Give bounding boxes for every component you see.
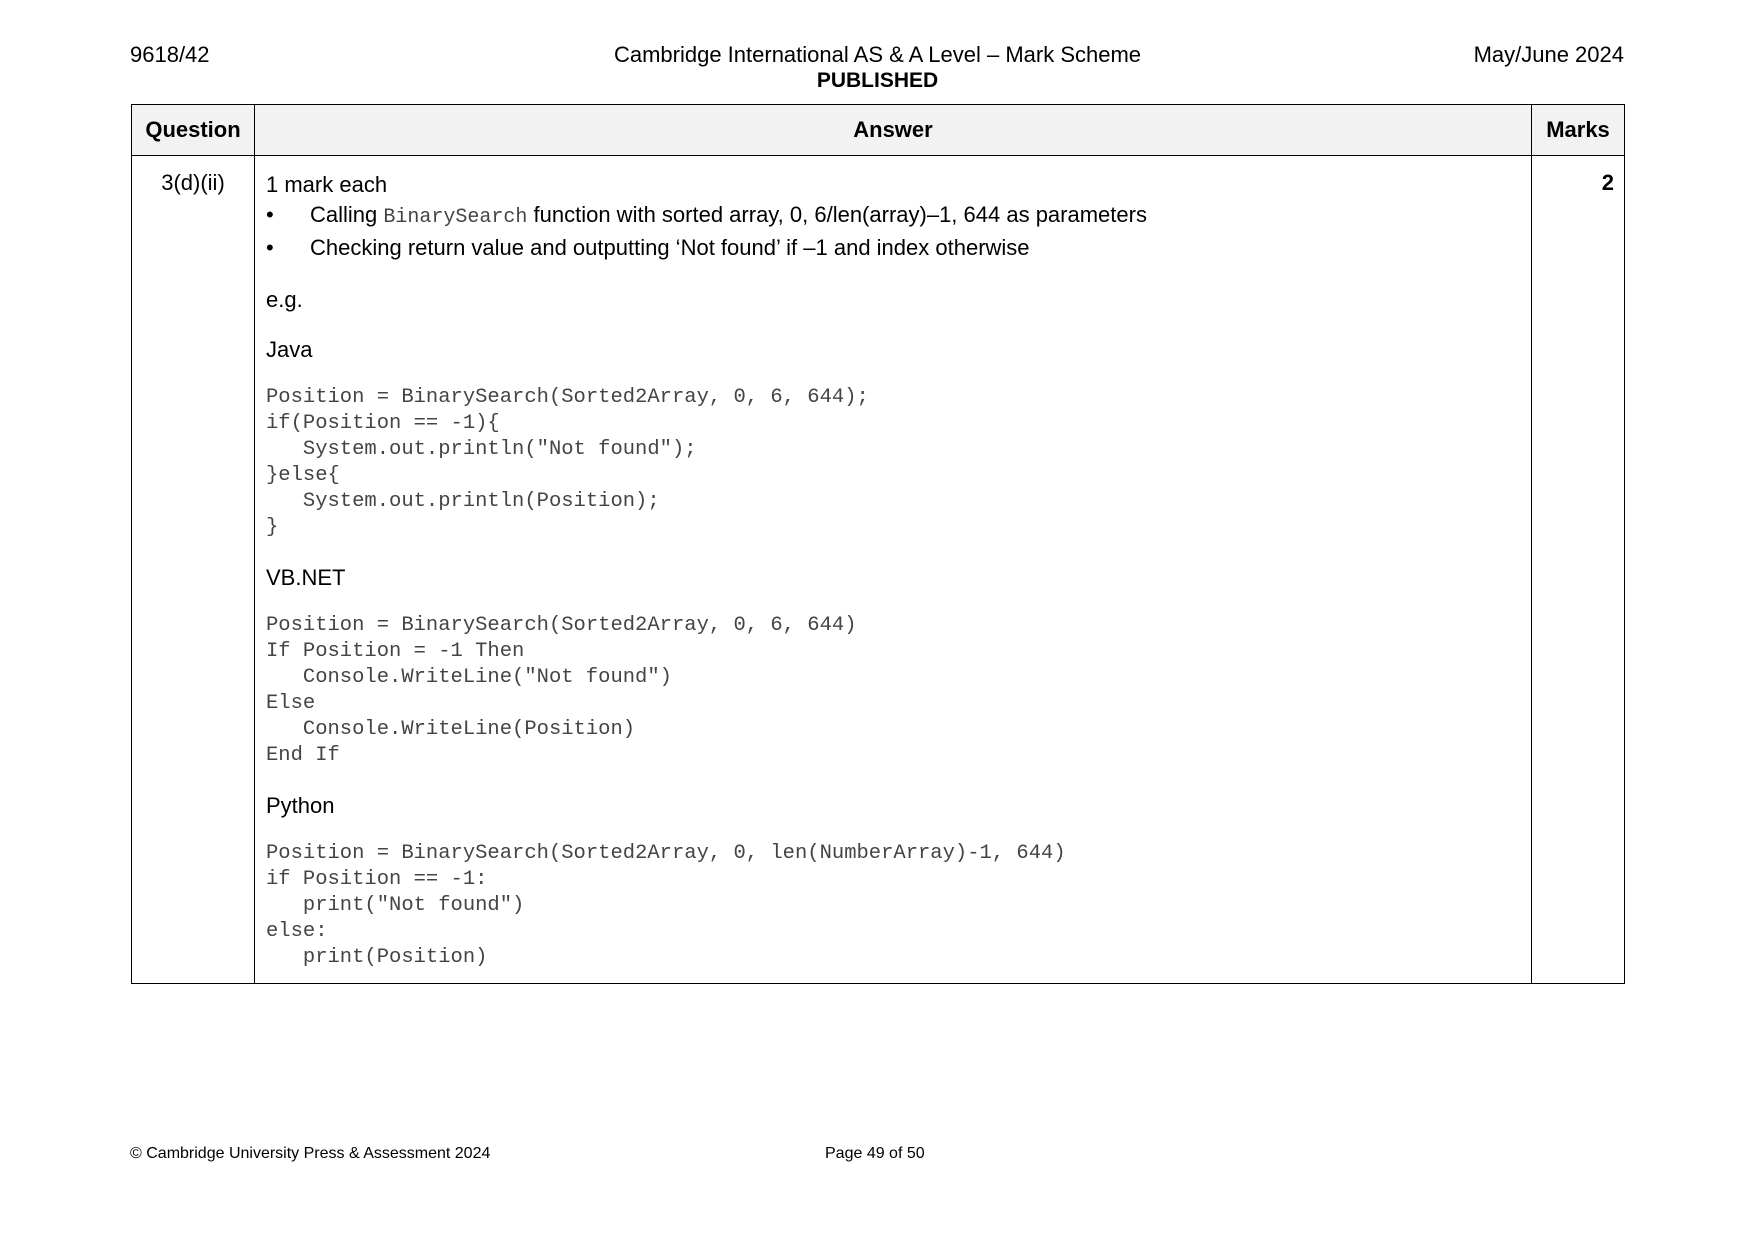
marking-point-2: • Checking return value and outputting ‘Not found’ if –1 and index otherwise [266, 233, 1521, 263]
paper-code: 9618/42 [130, 42, 210, 67]
table-row [132, 156, 1625, 984]
python-heading: Python [266, 793, 335, 818]
marking-point-1-code: BinarySearch [383, 206, 528, 229]
spacer [266, 365, 1521, 385]
marks-column-header: Marks [1532, 105, 1625, 156]
copyright-notice: © Cambridge University Press & Assessment 2024 [130, 1145, 491, 1162]
java-heading: Java [266, 337, 313, 362]
spacer [266, 821, 1521, 841]
spacer [266, 769, 1521, 791]
published-label: PUBLISHED [816, 69, 939, 92]
marking-point-1 [266, 200, 1521, 233]
question-column-header: Question [132, 105, 255, 156]
example-label: e.g. [266, 287, 303, 312]
answer-cell [255, 156, 1532, 984]
marking-point-1-text-post: function with sorted array, 0, 6/len(array)–1, 644 as parameters [527, 202, 1147, 227]
spacer [266, 593, 1521, 613]
exam-session: May/June 2024 [1473, 42, 1624, 67]
marking-point-1-text-pre: Calling [310, 202, 384, 227]
java-code-block: Position = BinarySearch(Sorted2Array, 0, 6, 644); if(Position == -1){ System.out.println("Not found"); }else{ System.out.println(Position); } [266, 386, 869, 539]
vbnet-code-block: Position = BinarySearch(Sorted2Array, 0, 6, 644) If Position = -1 Then Console.WriteLine("Not found") Else Console.WriteLine(Position) End If [266, 614, 857, 767]
question-number: 3(d)(ii) [132, 156, 255, 984]
marks-value: 2 [1532, 156, 1625, 984]
document-title: Cambridge International AS & A Level – Mark Scheme [613, 42, 1142, 67]
python-code-block: Position = BinarySearch(Sorted2Array, 0, len(NumberArray)-1, 644) if Position == -1: print("Not found") else: print(Position) [266, 842, 1066, 969]
marking-points [266, 200, 1521, 263]
mark-allocation-note: 1 mark each [266, 172, 388, 197]
answer-column-header: Answer [255, 105, 1532, 156]
mark-scheme-table [131, 104, 1625, 984]
page-number: Page 49 of 50 [825, 1145, 925, 1162]
spacer [266, 541, 1521, 563]
spacer [266, 315, 1521, 335]
spacer [266, 263, 1521, 285]
table-header-row [132, 105, 1625, 156]
vbnet-heading: VB.NET [266, 565, 346, 590]
